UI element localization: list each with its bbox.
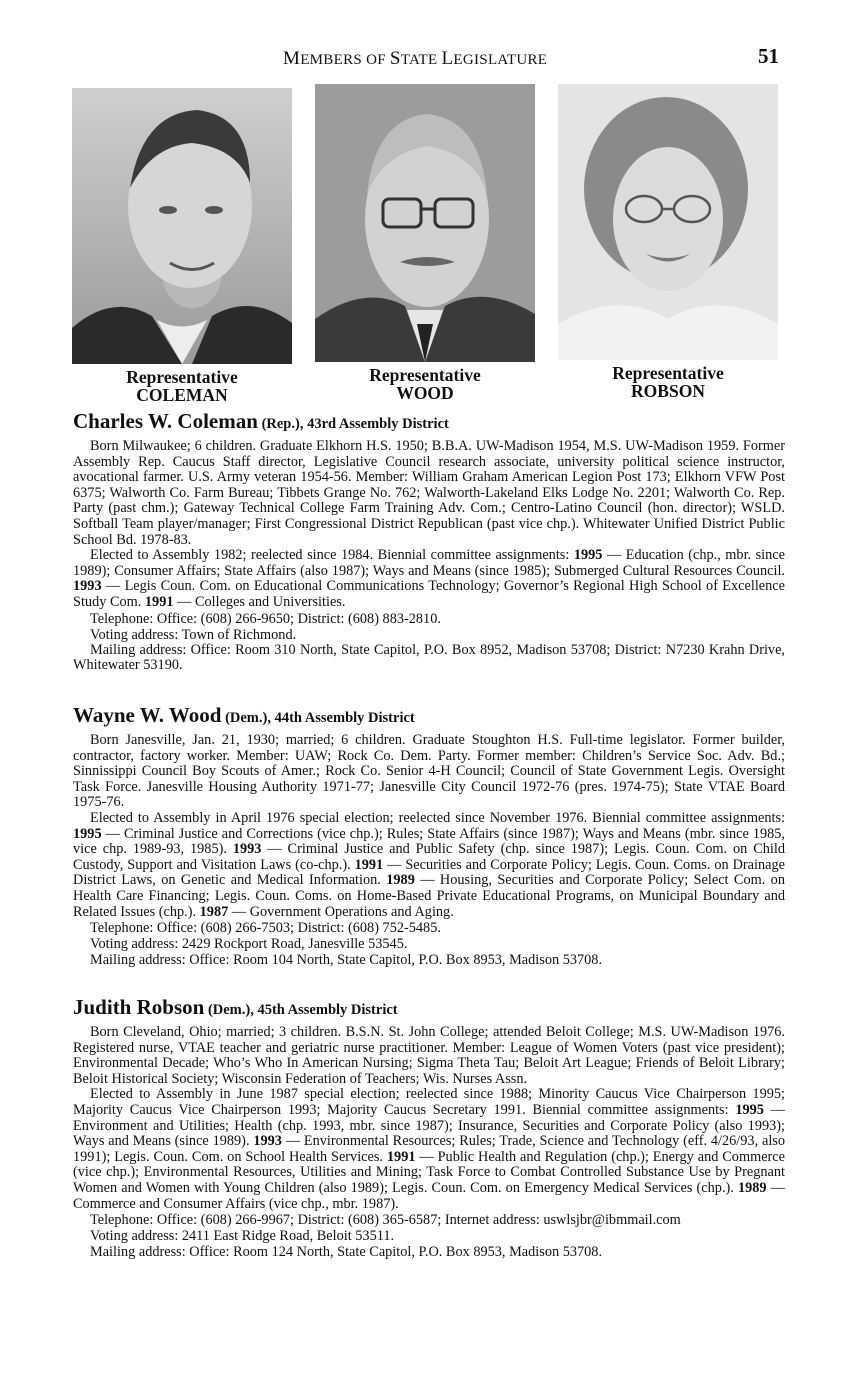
member-biography: Born Milwaukee; 6 children. Graduate Elkhorn H.S. 1950; B.B.A. UW-Madison 1954, M.S. UW-Madison 1959. Former Assembly Rep. Caucus Staff director, Legislative Council research associate, university political science instructor, avocational farmer. U.S. Army veteran 1954-56. Member: William Graham American Legion Post 173; Elkhorn VFW Post 6375; Walworth Co. Farm Bureau; Tibbets Grange No. 762; Walworth-Lakeland Elks Lodge No. 2201; Walworth Co. Rep. Party (past chm.); Gateway Technical College Farm Training Adv. Com.; Centro-Latino Council (hon. director); WSLD. Softball Team player/manager; First Congressional District Republican (past vice chp.). Whitewater Unified District Public School Bd. 1978-83. [73, 438, 785, 548]
portrait-photo-wood [315, 84, 535, 362]
caption-surname: COLEMAN [136, 385, 228, 405]
member-legislative-service: Elected to Assembly in April 1976 special election; reelected since November 1976. Biennial committee assignments: 1995 — Criminal Justice and Corrections (vice chp.); Rules; State Affairs (since 1987); Ways and Means (mbr. since 1985, vice chp. 1989-93, 1985). 1993 — Criminal Justice and Public Safety (chp. since 1987); Legis. Coun. Com. on Child Custody, Support and Visitation Laws (co-chp.). 1991 — Securities and Corporate Policy; Legis. Coun. Coms. on Drainage District Laws, on Genetic and Medical Information. 1989 — Housing, Securities and Corporate Policy; Select Com. on Health Care Financing; Legis. Coun. Coms. on Home-Based Private Educational Programs, on Municipal Boundary and Related Issues (chp.). 1987 — Government Operations and Aging. [73, 809, 785, 920]
caption-label: Representative [369, 365, 481, 385]
member-legislative-service: Elected to Assembly in June 1987 special election; reelected since 1988; Minority Caucus Vice Chairperson 1995; Majority Caucus Vice Chairperson 1993; Majority Caucus Secretary 1991. Biennial committee assignments: 1995 — Environment and Utilities; Health (chp. 1993, mbr. since 1987); Insurance, Securities and Corporate Policy (also 1993); Ways and Means (since 1989). 1993 — Environmental Resources; Rules; Trade, Science and Technology (eff. 4/26/93, also 1991); Legis. Coun. Com. on School Health Services. 1991 — Public Health and Regulation (chp.); Energy and Commerce (vice chp.); Environmental Resources, Utilities and Mining; Task Force to Combat Controlled Substance Use by Pregnant Women and Women with Young Children (also 1989); Legis. Coun. Com. on Emergency Medical Services (chp.). 1989 — Commerce and Consumer Affairs (vice chp., mbr. 1987). [73, 1086, 786, 1212]
portrait-photo-robson [558, 84, 778, 360]
member-mailing-address: Mailing address: Office: Room 310 North, State Capitol, P.O. Box 8952, Madison 53708; District: N7230 Krahn Drive, Whitewater 53190. [73, 641, 785, 674]
running-header [0, 44, 859, 74]
page-number: 51 [758, 44, 779, 68]
member-party-district: (Dem.), 45th Assembly District [204, 1002, 398, 1018]
member-heading [73, 704, 785, 729]
member-entry-wood [73, 704, 785, 968]
portrait-photo-coleman [72, 88, 292, 364]
member-heading [73, 410, 785, 435]
member-biography: Born Cleveland, Ohio; married; 3 children. B.S.N. St. John College; attended Beloit College; M.S. UW-Madison 1976. Registered nurse, VTAE teacher and geriatric nurse practitioner. Member: League of Women Voters (past vice president); Environmental Decade; Who’s Who In American Nursing; Sigma Theta Tau; Beloit Art League; Friends of Beloit Library; Beloit Historical Society; Wisconsin Federation of Teachers; Wis. Nurses Assn. [73, 1024, 785, 1087]
member-name: Charles W. Coleman [73, 409, 258, 433]
member-party-district: (Dem.), 44th Assembly District [221, 710, 415, 726]
member-voting-address: Voting address: 2429 Rockport Road, Janesville 53545. [90, 936, 408, 953]
portrait-caption-robson [568, 364, 768, 400]
portrait-caption-coleman [82, 368, 282, 404]
member-entry-robson [73, 996, 785, 1260]
member-legislative-service: Elected to Assembly 1982; reelected since 1984. Biennial committee assignments: 1995 — Education (chp., mbr. since 1989); Consumer Affairs; State Affairs (also 1987); Ways and Means (since 1985); Submerged Cultural Resources Council. 1993 — Legis Coun. Com. on Educational Communications Technology; Governor’s Regional High School of Excellence Study Com. 1991 — Colleges and Universities. [73, 547, 785, 610]
member-name: Judith Robson [73, 995, 205, 1019]
member-heading [73, 996, 785, 1021]
caption-surname: WOOD [396, 383, 454, 403]
member-party-district: (Rep.), 43rd Assembly District [257, 416, 449, 432]
member-voting-address: Voting address: Town of Richmond. [90, 626, 297, 643]
caption-surname: ROBSON [631, 381, 705, 401]
caption-label: Representative [126, 367, 238, 387]
portrait-caption-wood [325, 366, 525, 402]
member-telephone: Telephone: Office: (608) 266-7503; District: (608) 752-5485. [90, 920, 441, 937]
member-telephone: Telephone: Office: (608) 266-9650; District: (608) 883-2810. [90, 610, 441, 627]
member-mailing-address: Mailing address: Office: Room 124 North, State Capitol, P.O. Box 8953, Madison 53708. [90, 1244, 603, 1261]
member-name: Wayne W. Wood [73, 703, 222, 727]
member-biography: Born Janesville, Jan. 21, 1930; married; 6 children. Graduate Stoughton H.S. Full-time legislator. Former builder, contractor, factory worker. Member: UAW; Rock Co. Dem. Party. Former member: Children’s Service Soc. Adv. Bd.; Sinnissippi Council Boy Scouts of Amer.; Rock Co. Senior 4-H Council; Council of State Government Legis. Oversight Task Force. Janesville Housing Authority 1971-77; Janesville City Council 1972-76 (pres. 1974-75); State VTAE Board 1975-76. [73, 732, 785, 811]
member-mailing-address: Mailing address: Office: Room 104 North, State Capitol, P.O. Box 8953, Madison 53708. [90, 952, 603, 969]
member-voting-address: Voting address: 2411 East Ridge Road, Beloit 53511. [90, 1228, 395, 1245]
member-entry-coleman [73, 410, 785, 674]
caption-label: Representative [612, 363, 724, 383]
member-telephone: Telephone: Office: (608) 266-9967; District: (608) 365-6587; Internet address: uswlsjbr@ibmmail.com [90, 1212, 681, 1229]
running-title: MEMBERS OF STATE LEGISLATURE [283, 48, 548, 69]
